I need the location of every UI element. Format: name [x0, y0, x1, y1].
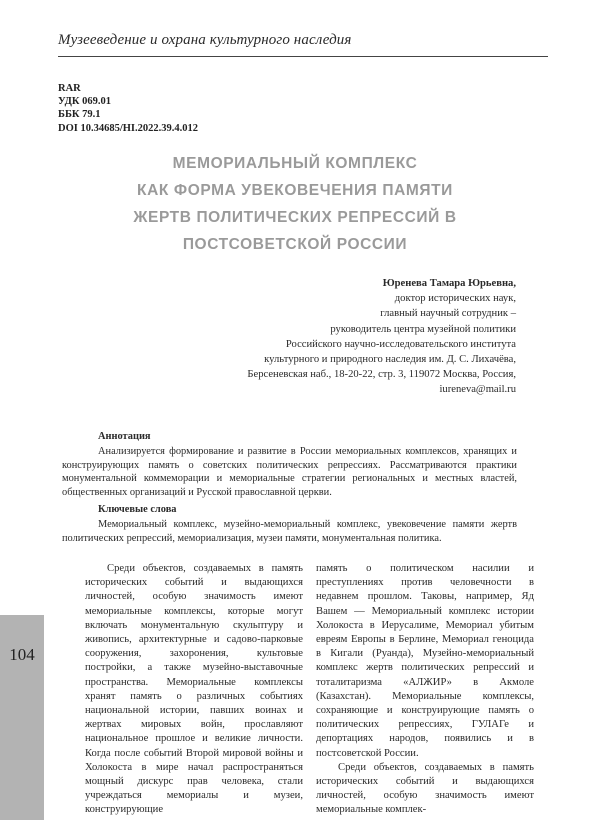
body-column-left — [85, 562, 303, 818]
title-line: ЖЕРТВ ПОЛИТИЧЕСКИХ РЕПРЕССИЙ В — [133, 209, 457, 226]
author-position: главный научный сотрудник – — [380, 308, 516, 320]
abstract-heading: Аннотация — [98, 431, 151, 442]
page-number-tab — [0, 615, 44, 820]
header-rule — [58, 56, 548, 57]
title-line: МЕМОРИАЛЬНЫЙ КОМПЛЕКС — [172, 155, 418, 172]
journal-title: Музееведение и охрана культурного наследия — [58, 32, 352, 48]
title-line: ПОСТСОВЕТСКОЙ РОССИИ — [182, 236, 408, 253]
title-line: КАК ФОРМА УВЕКОВЕЧЕНИЯ ПАМЯТИ — [137, 182, 453, 199]
meta-bbk: ББК 79.1 — [58, 109, 101, 121]
classification-codes — [58, 82, 198, 135]
body-paragraph: память о политическом насилии и преступлениях против человечности в недавнем прошлом. Таковы, например, Яд Вашем — Мемориальный комплекс истории Холокоста в Иерусалиме, Мемориал убитым евреям Европы в Берлине, Мемориал геноцида в Кигали (Руанда), Музейно-мемориальный комплекс жертв политических репрессий и тоталитаризма «АЛЖИР» в Акмоле (Казахстан). Мемориальные комплексы, сохраняющие и конструирующие память о политических репрессиях, ГУЛАГе и депортациях народов, появились и в постсоветской России. — [316, 563, 534, 759]
keywords-text: Мемориальный комплекс, музейно-мемориальный комплекс, увековечение памяти жертв политических репрессий, мемориализация, музеи памяти, монументальная политика. — [62, 518, 517, 544]
author-email: iureneva@mail.ru — [439, 384, 516, 396]
body-column-right — [316, 562, 534, 818]
author-name: Юренева Тамара Юрьевна, — [382, 278, 516, 289]
meta-udk: УДК 069.01 — [58, 96, 111, 108]
abstract-text: Анализируется формирование и развитие в России мемориальных комплексов, хранящих и конструирующих память о советских политических репрессиях. Рассматриваются практики монументальной коммеморации и мемориальные стратегии региональных и местных властей, общественных организаций и Русской православной церкви. — [62, 445, 517, 499]
author-address: Берсеневская наб., 18-20-22, стр. 3, 119072 Москва, Россия, — [247, 369, 516, 381]
running-header — [58, 32, 548, 49]
meta-doi: DOI 10.34685/HI.2022.39.4.012 — [58, 122, 199, 134]
abstract-section — [62, 430, 517, 548]
body-paragraph: Среди объектов, создаваемых в память исторических событий и выдающихся личностей, особую значимость имеют мемориальные комплек- — [316, 761, 534, 816]
author-block — [247, 276, 516, 398]
keywords-heading: Ключевые слова — [98, 503, 177, 515]
author-position: руководитель центра музейной политики — [330, 323, 516, 335]
author-affiliation: Российского научно-исследовательского института — [285, 338, 516, 350]
article-title — [100, 150, 490, 258]
page-number: 104 — [9, 645, 35, 664]
body-paragraph: Среди объектов, создаваемых в память исторических событий и выдающихся личностей, особую значимость имеют мемориальные комплексы, которые могут включать монументальную скульптуру и живопись, архитектурные и садово-парковые сооружения, захоронения, культовые постройки, а также музейно-выставочные пространства. Мемориальные комплексы хранят память о различных событиях национальной истории, павших воинах и жертвах мировых войн, прославляют национальное прошлое и великие личности. Когда после событий Второй мировой войны и Холокоста в мире начал распространяться мощный дискурс прав человека, стали учреждаться мемориалы и музеи, конструирующие — [85, 563, 303, 816]
meta-rar: RAR — [58, 83, 81, 94]
author-affiliation: культурного и природного наследия им. Д. С. Лихачёва, — [264, 354, 516, 366]
author-degree: доктор исторических наук, — [394, 293, 516, 305]
